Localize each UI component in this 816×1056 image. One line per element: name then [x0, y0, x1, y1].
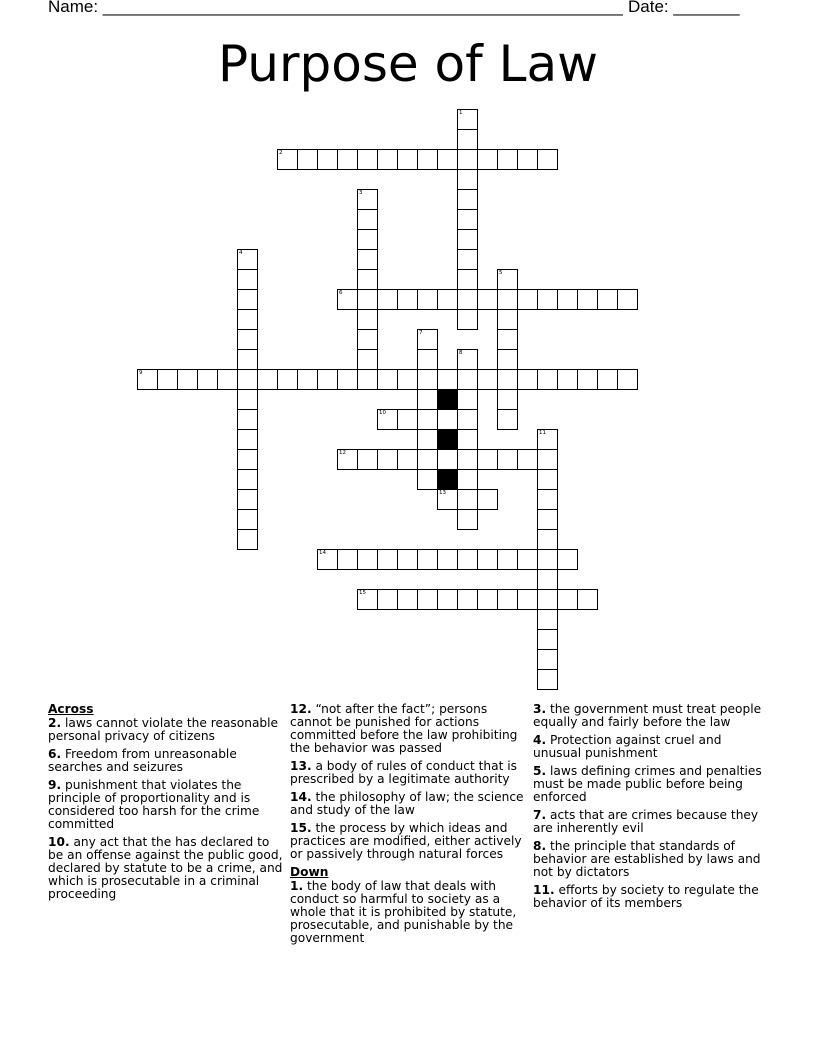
crossword-cell[interactable]: [237, 469, 258, 490]
crossword-cell[interactable]: [417, 289, 438, 310]
crossword-black-cell: [437, 469, 458, 490]
crossword-cell[interactable]: [337, 149, 358, 170]
clue-across-15: 15. the process by which ideas and practices are modified, either actively or passively through natural forces: [290, 821, 522, 861]
crossword-cell[interactable]: [357, 329, 378, 350]
crossword-cell[interactable]: [457, 469, 478, 490]
clue-across-9: 9. punishment that violates the principle of proportionality and is considered too harsh for the crime committed: [48, 778, 260, 831]
crossword-black-cell: [437, 429, 458, 450]
crossword-cell[interactable]: [237, 409, 258, 430]
crossword-cell[interactable]: [437, 549, 458, 570]
clue-down-7: 7. acts that are crimes because they are inherently evil: [533, 808, 759, 835]
crossword-cell[interactable]: [437, 589, 458, 610]
crossword-cell[interactable]: [357, 229, 378, 250]
crossword-cell[interactable]: [457, 269, 478, 290]
crossword-cell[interactable]: [457, 229, 478, 250]
crossword-cell[interactable]: [277, 149, 298, 170]
crossword-cell[interactable]: [237, 449, 258, 470]
clue-number: 14: [319, 550, 326, 556]
crossword-cell[interactable]: [497, 409, 518, 430]
crossword-cell[interactable]: [537, 669, 558, 690]
crossword-cell[interactable]: [477, 149, 498, 170]
crossword-cell[interactable]: [597, 289, 618, 310]
clue-across-2: 2. laws cannot violate the reasonable personal privacy of citizens: [48, 716, 279, 743]
clue-number: 1: [459, 110, 463, 116]
crossword-cell[interactable]: [377, 149, 398, 170]
crossword-cell[interactable]: [357, 149, 378, 170]
across-heading: Across: [48, 702, 94, 716]
crossword-cell[interactable]: [417, 349, 438, 370]
clue-number: 6: [339, 290, 343, 296]
crossword-cell[interactable]: [237, 369, 258, 390]
clue-number: 12: [339, 450, 346, 456]
clue-number: 4: [239, 250, 243, 256]
crossword-cell[interactable]: [617, 369, 638, 390]
crossword-cell[interactable]: [337, 549, 358, 570]
crossword-cell[interactable]: [357, 449, 378, 470]
crossword-cell[interactable]: [537, 609, 558, 630]
crossword-cell[interactable]: [397, 409, 418, 430]
crossword-cell[interactable]: [537, 289, 558, 310]
crossword-cell[interactable]: [397, 589, 418, 610]
crossword-cell[interactable]: [377, 369, 398, 390]
crossword-cell[interactable]: [237, 269, 258, 290]
crossword-cell[interactable]: [537, 369, 558, 390]
crossword-cell[interactable]: [457, 109, 478, 130]
clue-number: 15: [359, 590, 366, 596]
crossword-cell[interactable]: [517, 589, 538, 610]
crossword-black-cell: [437, 389, 458, 410]
clue-down-11: 11. efforts by society to regulate the behavior of its members: [533, 883, 759, 910]
crossword-cell[interactable]: [237, 349, 258, 370]
page-title: Purpose of Law: [217, 35, 599, 93]
crossword-cell[interactable]: [497, 389, 518, 410]
crossword-cell[interactable]: [137, 369, 158, 390]
crossword-cell[interactable]: [417, 149, 438, 170]
crossword-cell[interactable]: [337, 449, 358, 470]
crossword-cell[interactable]: [397, 549, 418, 570]
crossword-cell[interactable]: [277, 369, 298, 390]
crossword-cell[interactable]: [237, 309, 258, 330]
clue-across-6: 6. Freedom from unreasonable searches and seizures: [48, 747, 237, 774]
clues-column-3: [533, 703, 769, 915]
crossword-cell[interactable]: [417, 369, 438, 390]
crossword-cell[interactable]: [417, 589, 438, 610]
crossword-cell[interactable]: [537, 149, 558, 170]
crossword-cell[interactable]: [457, 129, 478, 150]
crossword-cell[interactable]: [397, 449, 418, 470]
crossword-cell[interactable]: [497, 269, 518, 290]
crossword-cell[interactable]: [477, 449, 498, 470]
crossword-cell[interactable]: [357, 269, 378, 290]
crossword-cell[interactable]: [517, 369, 538, 390]
crossword-cell[interactable]: [417, 469, 438, 490]
crossword-cell[interactable]: [497, 589, 518, 610]
crossword-cell[interactable]: [497, 449, 518, 470]
clue-down-1: 1. the body of law that deals with conduct so harmful to society as a whole that it is prohibited by statute, prosecutable, and punishable by the government: [290, 879, 517, 945]
crossword-cell[interactable]: [537, 569, 558, 590]
clue-number: 13: [439, 490, 446, 496]
crossword-cell[interactable]: [457, 189, 478, 210]
crossword-cell[interactable]: [537, 449, 558, 470]
crossword-cell[interactable]: [457, 209, 478, 230]
crossword-cell[interactable]: [317, 369, 338, 390]
crossword-cell[interactable]: [337, 289, 358, 310]
crossword-cell[interactable]: [237, 249, 258, 270]
crossword-cell[interactable]: [497, 329, 518, 350]
crossword-cell[interactable]: [457, 429, 478, 450]
crossword-cell[interactable]: [517, 449, 538, 470]
crossword-cell[interactable]: [497, 549, 518, 570]
crossword-cell[interactable]: [537, 489, 558, 510]
clue-number: 10: [379, 410, 386, 416]
clue-number: 8: [459, 350, 463, 356]
clue-number: 5: [499, 270, 503, 276]
crossword-cell[interactable]: [197, 369, 218, 390]
crossword-cell[interactable]: [457, 589, 478, 610]
crossword-cell[interactable]: [237, 329, 258, 350]
crossword-cell[interactable]: [317, 549, 338, 570]
clue-number: 9: [139, 370, 143, 376]
crossword-cell[interactable]: [297, 369, 318, 390]
crossword-cell[interactable]: [537, 429, 558, 450]
crossword-cell[interactable]: [477, 489, 498, 510]
crossword-cell[interactable]: [497, 309, 518, 330]
crossword-cell[interactable]: [357, 549, 378, 570]
crossword-cell[interactable]: [417, 429, 438, 450]
crossword-cell[interactable]: [357, 209, 378, 230]
clue-across-10: 10. any act that the has declared to be an offense against the public good, declared by statute to be a crime, and which is prosecutable in a criminal proceeding: [48, 835, 283, 901]
crossword-cell[interactable]: [457, 249, 478, 270]
crossword-cell[interactable]: [457, 149, 478, 170]
clues-column-2: [290, 703, 526, 950]
crossword-cell[interactable]: [417, 389, 438, 410]
date-field-label: Date: _______: [628, 0, 740, 16]
crossword-cell[interactable]: [317, 149, 338, 170]
crossword-cell[interactable]: [537, 589, 558, 610]
crossword-cell[interactable]: [557, 549, 578, 570]
crossword-cell[interactable]: [457, 509, 478, 530]
crossword-cell[interactable]: [437, 489, 458, 510]
crossword-cell[interactable]: [597, 369, 618, 390]
crossword-cell[interactable]: [617, 289, 638, 310]
clue-number: 3: [359, 190, 363, 196]
crossword-cell[interactable]: [357, 589, 378, 610]
crossword-cell[interactable]: [497, 369, 518, 390]
down-heading: Down: [290, 865, 329, 879]
name-field-label: Name: _______________________________________________________: [48, 0, 623, 16]
clue-across-14: 14. the philosophy of law; the science and study of the law: [290, 790, 524, 817]
clue-across-13: 13. a body of rules of conduct that is prescribed by a legitimate authority: [290, 759, 517, 786]
crossword-cell[interactable]: [437, 409, 458, 430]
crossword-cell[interactable]: [357, 189, 378, 210]
crossword-cell[interactable]: [437, 449, 458, 470]
crossword-cell[interactable]: [497, 289, 518, 310]
crossword-cell[interactable]: [537, 649, 558, 670]
crossword-cell[interactable]: [457, 409, 478, 430]
crossword-cell[interactable]: [537, 509, 558, 530]
crossword-cell[interactable]: [517, 289, 538, 310]
crossword-cell[interactable]: [477, 289, 498, 310]
crossword-cell[interactable]: [237, 289, 258, 310]
crossword-cell[interactable]: [457, 169, 478, 190]
crossword-cell[interactable]: [237, 429, 258, 450]
clue-number: 11: [539, 430, 546, 436]
crossword-cell[interactable]: [457, 289, 478, 310]
crossword-cell[interactable]: [417, 329, 438, 350]
clue-number: 7: [419, 330, 423, 336]
clues-column-1: [48, 703, 284, 906]
crossword-cell[interactable]: [357, 249, 378, 270]
crossword-cell[interactable]: [357, 369, 378, 390]
crossword-cell[interactable]: [397, 149, 418, 170]
crossword-cell[interactable]: [517, 149, 538, 170]
crossword-cell[interactable]: [257, 369, 278, 390]
crossword-cell[interactable]: [417, 409, 438, 430]
clue-number: 2: [279, 150, 283, 156]
crossword-cell[interactable]: [337, 369, 358, 390]
crossword-cell[interactable]: [437, 369, 458, 390]
crossword-cell[interactable]: [497, 349, 518, 370]
clue-down-3: 3. the government must treat people equally and fairly before the law: [533, 702, 762, 729]
crossword-cell[interactable]: [437, 289, 458, 310]
crossword-cell[interactable]: [537, 469, 558, 490]
crossword-cell[interactable]: [557, 369, 578, 390]
crossword-cell[interactable]: [457, 489, 478, 510]
crossword-cell[interactable]: [537, 549, 558, 570]
crossword-cell[interactable]: [497, 149, 518, 170]
crossword-cell[interactable]: [577, 369, 598, 390]
crossword-cell[interactable]: [377, 449, 398, 470]
crossword-cell[interactable]: [297, 149, 318, 170]
crossword-cell[interactable]: [457, 309, 478, 330]
clue-down-4: 4. Protection against cruel and unusual punishment: [533, 733, 722, 760]
crossword-cell[interactable]: [477, 589, 498, 610]
crossword-cell[interactable]: [537, 529, 558, 550]
crossword-cell[interactable]: [577, 289, 598, 310]
crossword-cell[interactable]: [457, 349, 478, 370]
clue-down-5: 5. laws defining crimes and penalties must be made public before being enforced: [533, 764, 762, 804]
crossword-cell[interactable]: [397, 289, 418, 310]
crossword-cell[interactable]: [477, 369, 498, 390]
clue-down-8: 8. the principle that standards of behavior are established by laws and not by dictators: [533, 839, 761, 879]
crossword-cell[interactable]: [357, 289, 378, 310]
crossword-cell[interactable]: [217, 369, 238, 390]
crossword-cell[interactable]: [577, 589, 598, 610]
crossword-cell[interactable]: [377, 589, 398, 610]
crossword-cell[interactable]: [557, 589, 578, 610]
crossword-cell[interactable]: [397, 369, 418, 390]
crossword-cell[interactable]: [357, 309, 378, 330]
crossword-cell[interactable]: [557, 289, 578, 310]
crossword-cell[interactable]: [517, 549, 538, 570]
crossword-cell[interactable]: [237, 509, 258, 530]
crossword-cell[interactable]: [437, 149, 458, 170]
crossword-cell[interactable]: [377, 549, 398, 570]
crossword-cell[interactable]: [457, 389, 478, 410]
crossword-cell[interactable]: [237, 489, 258, 510]
crossword-cell[interactable]: [157, 369, 178, 390]
crossword-cell[interactable]: [537, 629, 558, 650]
crossword-cell[interactable]: [377, 409, 398, 430]
crossword-cell[interactable]: [237, 389, 258, 410]
crossword-cell[interactable]: [357, 349, 378, 370]
crossword-cell[interactable]: [377, 289, 398, 310]
crossword-cell[interactable]: [417, 549, 438, 570]
clue-across-12: 12. “not after the fact”; persons cannot be punished for actions committed before the law prohibiting the behavior was passed: [290, 702, 518, 755]
crossword-cell[interactable]: [457, 549, 478, 570]
crossword-cell[interactable]: [417, 449, 438, 470]
crossword-cell[interactable]: [177, 369, 198, 390]
crossword-cell[interactable]: [477, 549, 498, 570]
crossword-cell[interactable]: [237, 529, 258, 550]
crossword-cell[interactable]: [457, 449, 478, 470]
crossword-cell[interactable]: [457, 369, 478, 390]
